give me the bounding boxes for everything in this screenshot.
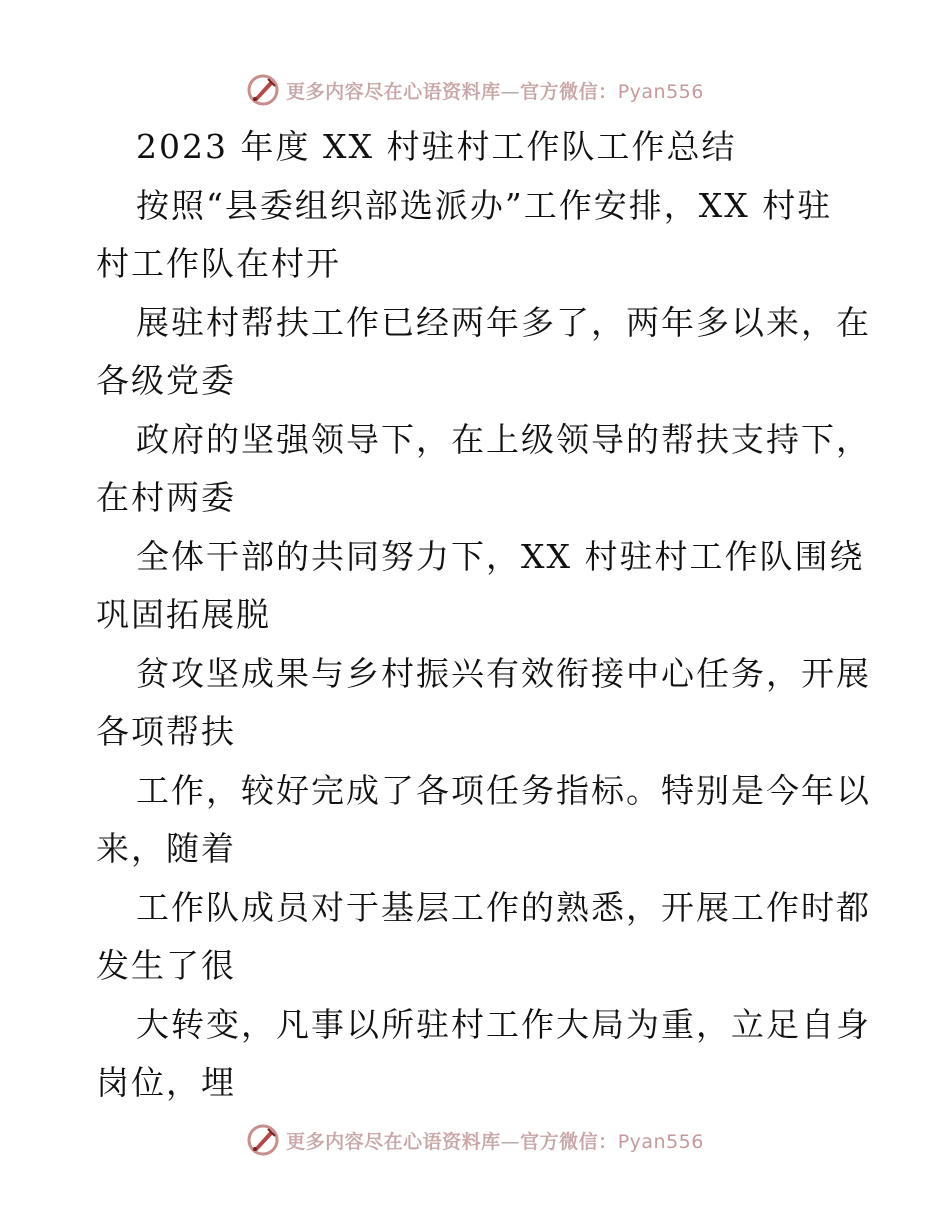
watermark-header bbox=[0, 70, 950, 110]
text-line: 全体干部的共同努力下，XX 村驻村工作队围绕 bbox=[136, 536, 865, 576]
quill-pen-logo-icon bbox=[246, 73, 280, 107]
watermark-suffix: 官方微信： bbox=[520, 80, 618, 103]
document-title: 2023 年度 XX 村驻村工作队工作总结 bbox=[136, 127, 737, 166]
text-line: 工作，较好完成了各项任务指标。特别是今年以 bbox=[136, 770, 871, 810]
watermark-separator: — bbox=[500, 80, 521, 103]
text-line: 各级党委 bbox=[96, 361, 236, 400]
watermark-suffix: 官方微信： bbox=[520, 1130, 618, 1153]
quill-pen-logo-icon bbox=[246, 1123, 280, 1157]
text-line: 大转变，凡事以所驻村工作大局为重，立足自身 bbox=[136, 1004, 871, 1044]
text-line: 岗位，埋 bbox=[96, 1063, 236, 1102]
text-line: 政府的坚强领导下，在上级领导的帮扶支持下， bbox=[136, 419, 871, 459]
watermark-text: 更多内容尽在心语资料库 bbox=[286, 1130, 501, 1153]
text-line: 各项帮扶 bbox=[96, 712, 236, 751]
watermark-footer bbox=[0, 1120, 950, 1160]
text-line: 工作队成员对于基层工作的熟悉，开展工作时都 bbox=[136, 887, 871, 927]
watermark-id: Pyan556 bbox=[617, 80, 704, 103]
text-line: 展驻村帮扶工作已经两年多了，两年多以来，在 bbox=[136, 302, 871, 342]
text-line: 在村两委 bbox=[96, 478, 236, 517]
text-line: 来，随着 bbox=[96, 829, 236, 868]
text-line: 巩固拓展脱 bbox=[96, 595, 271, 634]
text-line: 村工作队在村开 bbox=[96, 244, 341, 283]
watermark-separator: — bbox=[500, 1130, 521, 1153]
text-line: 贫攻坚成果与乡村振兴有效衔接中心任务，开展 bbox=[136, 653, 871, 693]
text-line: 发生了很 bbox=[96, 946, 236, 985]
document-body bbox=[96, 118, 871, 1113]
text-line: 按照“县委组织部选派办”工作安排，XX 村驻 bbox=[136, 185, 833, 225]
watermark-id: Pyan556 bbox=[617, 1130, 704, 1153]
watermark-text: 更多内容尽在心语资料库 bbox=[286, 80, 501, 103]
